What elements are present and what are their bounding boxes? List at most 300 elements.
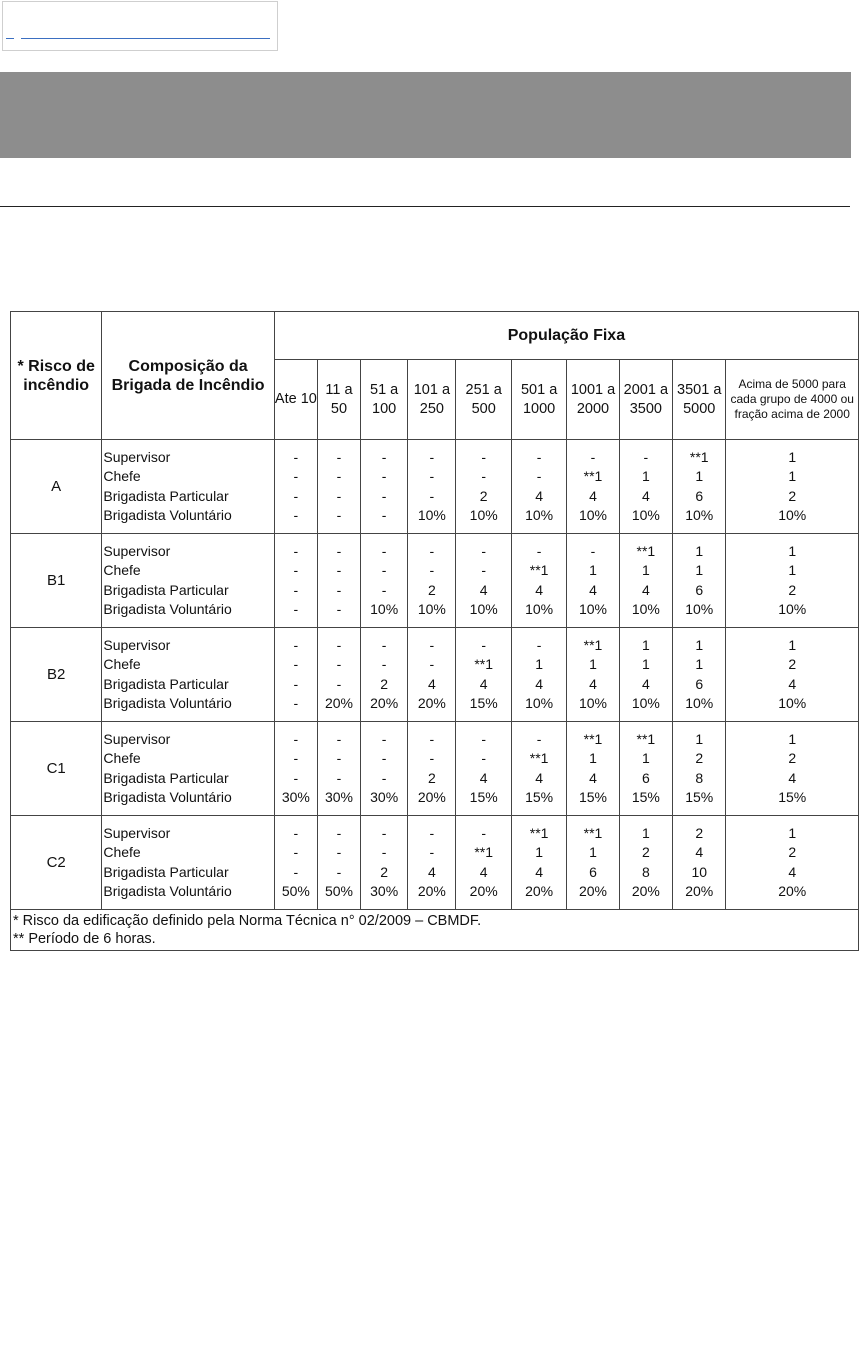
pop-col-header: 251 a 500 [456, 360, 511, 440]
role-label: Chefe [103, 750, 141, 766]
pop-col-header: 2001 a 3500 [619, 360, 672, 440]
cell-value: 2 [427, 581, 436, 598]
value-cell [408, 816, 456, 910]
risk-label: A [11, 440, 102, 534]
cell-value: 15% [578, 789, 608, 805]
cell-value: 15% [469, 695, 498, 711]
cell-value: - [429, 636, 435, 653]
cell-value: - [429, 824, 435, 841]
cell-value: - [536, 542, 542, 559]
cell-value: **1 [583, 824, 603, 841]
value-cell [456, 534, 511, 628]
cell-value: 2 [788, 656, 797, 672]
cell-value: 2 [695, 750, 704, 766]
cell-value: 20% [685, 883, 714, 899]
top-link[interactable] [21, 38, 270, 39]
cell-value: - [429, 468, 435, 484]
cell-value: 1 [695, 636, 704, 653]
role-label: Supervisor [103, 636, 171, 653]
cell-value: 4 [641, 675, 650, 692]
cell-value: - [336, 562, 342, 578]
value-cell [511, 722, 566, 816]
cell-value: - [293, 468, 299, 484]
cell-value: 1 [589, 656, 597, 672]
cell-value: 1 [788, 468, 797, 484]
cell-value: **1 [529, 824, 549, 841]
value-cell [673, 816, 726, 910]
cell-value: - [481, 448, 487, 465]
cell-value: - [429, 542, 435, 559]
value-cell [361, 816, 408, 910]
cell-value: - [590, 542, 596, 559]
cell-value: - [481, 824, 487, 841]
pop-col-header: 101 a 250 [408, 360, 456, 440]
risk-label: C1 [11, 722, 102, 816]
cell-value: 4 [641, 581, 650, 598]
cell-value: 1 [788, 448, 797, 465]
cell-value: 4 [535, 581, 544, 598]
cell-value: - [481, 636, 487, 653]
value-cell [567, 722, 619, 816]
cell-value: - [336, 863, 342, 880]
cell-value: 10% [631, 601, 660, 617]
cell-value: - [381, 750, 387, 766]
role-label: Brigadista Particular [103, 769, 229, 786]
cell-value: 4 [788, 863, 797, 880]
cell-value: 1 [589, 562, 597, 578]
cell-value: 10% [778, 695, 807, 711]
cell-value: - [381, 824, 387, 841]
cell-value: 20% [324, 695, 353, 711]
value-cell [361, 722, 408, 816]
value-cell [619, 440, 672, 534]
cell-value: 10% [417, 601, 446, 617]
value-cell [361, 534, 408, 628]
cell-value: 2 [380, 675, 389, 692]
role-label: Brigadista Particular [103, 487, 229, 504]
cell-value: - [336, 581, 342, 598]
cell-value: - [429, 448, 435, 465]
risk-group-row [11, 440, 859, 534]
role-label: Supervisor [103, 730, 171, 747]
value-cell [274, 628, 317, 722]
value-cell [567, 534, 619, 628]
cell-value: 6 [641, 769, 650, 786]
cell-value: 4 [479, 675, 488, 692]
value-cell [274, 722, 317, 816]
cell-value: 6 [695, 487, 704, 504]
role-list [102, 628, 274, 722]
cell-value: 10% [417, 507, 446, 523]
cell-value: **1 [474, 656, 494, 672]
cell-value: 1 [788, 636, 797, 653]
cell-value: - [381, 636, 387, 653]
value-cell [456, 440, 511, 534]
cell-value: 15% [525, 789, 554, 805]
cell-value: - [336, 824, 342, 841]
role-label: Chefe [103, 656, 141, 672]
cell-value: 15% [778, 789, 807, 805]
cell-value: - [336, 675, 342, 692]
cell-value: - [429, 487, 435, 504]
value-cell [408, 534, 456, 628]
value-cell [619, 628, 672, 722]
cell-value: - [293, 581, 299, 598]
divider-line [0, 206, 850, 207]
cell-value: 4 [535, 675, 544, 692]
value-cell [511, 628, 566, 722]
cell-value: 2 [641, 844, 650, 860]
cell-value: - [293, 695, 299, 711]
pop-col-header: 3501 a 5000 [673, 360, 726, 440]
cell-value: 4 [641, 487, 650, 504]
cell-value: 2 [788, 487, 797, 504]
cell-value: - [336, 750, 342, 766]
cell-value: 4 [479, 769, 488, 786]
value-cell [361, 440, 408, 534]
cell-value: 4 [427, 863, 436, 880]
cell-value: **1 [583, 636, 603, 653]
cell-value: 20% [578, 883, 608, 899]
cell-value: - [381, 656, 387, 672]
cell-value: 1 [535, 844, 544, 860]
value-cell [317, 628, 360, 722]
cell-value: 30% [281, 789, 310, 805]
cell-value: - [429, 562, 435, 578]
role-list [102, 534, 274, 628]
risk-label: C2 [11, 816, 102, 910]
value-cell [726, 816, 859, 910]
cell-value: 4 [589, 675, 597, 692]
role-label: Brigadista Voluntário [103, 601, 232, 617]
cell-value: - [643, 448, 649, 465]
cell-value: 15% [685, 789, 714, 805]
cell-value: 1 [641, 468, 650, 484]
value-cell [274, 816, 317, 910]
cell-value: - [381, 581, 387, 598]
risk-group-row [11, 722, 859, 816]
cell-value: - [336, 730, 342, 747]
cell-value: - [336, 656, 342, 672]
footnotes [11, 910, 859, 951]
cell-value: **1 [529, 750, 549, 766]
cell-value: 20% [525, 883, 554, 899]
role-list [102, 816, 274, 910]
value-cell [456, 816, 511, 910]
value-cell [361, 628, 408, 722]
cell-value: 1 [695, 656, 704, 672]
pop-col-header: 1001 a 2000 [567, 360, 619, 440]
role-label: Supervisor [103, 448, 171, 465]
cell-value: 10% [778, 507, 807, 523]
cell-value: - [381, 487, 387, 504]
header-population: População Fixa [274, 312, 858, 360]
cell-value: 50% [281, 883, 310, 899]
cell-value: 4 [535, 769, 544, 786]
value-cell [567, 440, 619, 534]
cell-value: 1 [695, 730, 704, 747]
value-cell [726, 440, 859, 534]
pop-col-header: 11 a 50 [317, 360, 360, 440]
cell-value: - [293, 636, 299, 653]
cell-value: **1 [583, 468, 603, 484]
value-cell [673, 722, 726, 816]
value-cell [726, 534, 859, 628]
role-label: Brigadista Particular [103, 863, 229, 880]
link-tick[interactable] [6, 38, 14, 39]
role-label: Brigadista Particular [103, 581, 229, 598]
value-cell [317, 816, 360, 910]
cell-value: - [293, 542, 299, 559]
cell-value: 8 [695, 769, 704, 786]
cell-value: 15% [469, 789, 498, 805]
cell-value: 4 [535, 863, 544, 880]
cell-value: 1 [641, 656, 650, 672]
value-cell [274, 440, 317, 534]
cell-value: - [293, 750, 299, 766]
cell-value: 1 [788, 542, 797, 559]
cell-value: 4 [695, 844, 704, 860]
cell-value: 2 [788, 844, 797, 860]
cell-value: - [536, 730, 542, 747]
value-cell [673, 440, 726, 534]
cell-value: - [481, 562, 487, 578]
cell-value: **1 [474, 844, 494, 860]
cell-value: 1 [788, 824, 797, 841]
value-cell [673, 628, 726, 722]
value-cell [274, 534, 317, 628]
cell-value: - [336, 542, 342, 559]
cell-value: 1 [589, 844, 597, 860]
cell-value: 10% [578, 507, 608, 523]
cell-value: - [293, 824, 299, 841]
value-cell [408, 628, 456, 722]
cell-value: 10% [525, 695, 554, 711]
role-label: Brigadista Voluntário [103, 789, 232, 805]
cell-value: 20% [469, 883, 498, 899]
cell-value: 1 [788, 730, 797, 747]
cell-value: 4 [589, 581, 597, 598]
value-cell [511, 534, 566, 628]
cell-value: 4 [535, 487, 544, 504]
cell-value: **1 [636, 730, 656, 747]
cell-value: 1 [695, 468, 704, 484]
cell-value: 1 [641, 824, 650, 841]
cell-value: - [381, 468, 387, 484]
cell-value: - [293, 675, 299, 692]
cell-value: 2 [788, 581, 797, 598]
cell-value: 4 [479, 581, 488, 598]
value-cell [408, 440, 456, 534]
top-link-box [2, 1, 278, 51]
pop-col-header: 501 a 1000 [511, 360, 566, 440]
cell-value: - [336, 601, 342, 617]
value-cell [317, 722, 360, 816]
cell-value: **1 [529, 562, 549, 578]
cell-value: **1 [636, 542, 656, 559]
cell-value: - [381, 507, 387, 523]
cell-value: - [336, 769, 342, 786]
cell-value: - [381, 562, 387, 578]
risk-label: B2 [11, 628, 102, 722]
role-label: Chefe [103, 468, 141, 484]
value-cell [511, 440, 566, 534]
role-label: Supervisor [103, 824, 171, 841]
risk-label: B1 [11, 534, 102, 628]
cell-value: - [481, 750, 487, 766]
cell-value: - [336, 448, 342, 465]
value-cell [726, 628, 859, 722]
role-list [102, 722, 274, 816]
cell-value: - [293, 601, 299, 617]
cell-value: - [381, 448, 387, 465]
cell-value: 1 [641, 750, 650, 766]
value-cell [567, 816, 619, 910]
cell-value: 2 [380, 863, 389, 880]
cell-value: - [381, 769, 387, 786]
cell-value: 50% [324, 883, 353, 899]
cell-value: - [336, 636, 342, 653]
cell-value: 10% [685, 695, 714, 711]
cell-value: - [293, 448, 299, 465]
cell-value: - [590, 448, 596, 465]
pop-col-header: 51 a 100 [361, 360, 408, 440]
cell-value: 20% [778, 883, 807, 899]
cell-value: - [336, 487, 342, 504]
role-label: Brigadista Voluntário [103, 883, 232, 899]
value-cell [619, 722, 672, 816]
brigade-composition-table [10, 311, 859, 951]
cell-value: 1 [641, 562, 650, 578]
pop-col-header: Acima de 5000 para cada grupo de 4000 ou fração acima de 2000 [726, 360, 859, 440]
cell-value: 2 [788, 750, 797, 766]
cell-value: 4 [427, 675, 436, 692]
value-cell [511, 816, 566, 910]
cell-value: 10% [578, 601, 608, 617]
cell-value: 6 [695, 581, 704, 598]
cell-value: **1 [689, 448, 709, 465]
cell-value: - [429, 750, 435, 766]
cell-value: 20% [417, 789, 446, 805]
cell-value: 10% [525, 507, 554, 523]
role-label: Brigadista Voluntário [103, 695, 232, 711]
cell-value: - [293, 769, 299, 786]
cell-value: - [336, 844, 342, 860]
cell-value: - [381, 542, 387, 559]
cell-value: - [293, 562, 299, 578]
cell-value: 8 [641, 863, 650, 880]
cell-value: - [336, 468, 342, 484]
cell-value: - [536, 448, 542, 465]
cell-value: - [293, 507, 299, 523]
cell-value: 1 [788, 562, 797, 578]
value-cell [673, 534, 726, 628]
cell-value: - [381, 730, 387, 747]
cell-value: 20% [370, 695, 399, 711]
value-cell [619, 816, 672, 910]
brigade-table-image [10, 311, 859, 951]
cell-value: 10% [525, 601, 554, 617]
cell-value: 15% [631, 789, 660, 805]
cell-value: 20% [417, 883, 446, 899]
value-cell [408, 722, 456, 816]
cell-value: 10% [631, 695, 660, 711]
cell-value: 4 [788, 675, 797, 692]
cell-value: 30% [370, 883, 399, 899]
footnote-1: * Risco da edificação definido pela Norma Técnica n° 02/2009 – CBMDF. [13, 913, 482, 929]
cell-value: 1 [695, 542, 704, 559]
cell-value: - [429, 844, 435, 860]
role-label: Chefe [103, 844, 141, 860]
cell-value: 30% [324, 789, 353, 805]
cell-value: 20% [631, 883, 660, 899]
cell-value: - [481, 542, 487, 559]
risk-group-row [11, 628, 859, 722]
cell-value: - [481, 468, 487, 484]
cell-value: 10% [469, 507, 498, 523]
cell-value: 10% [778, 601, 807, 617]
cell-value: - [381, 844, 387, 860]
cell-value: 10 [691, 863, 708, 880]
cell-value: - [429, 730, 435, 747]
value-cell [726, 722, 859, 816]
risk-group-row [11, 534, 859, 628]
cell-value: 10% [631, 507, 660, 523]
cell-value: 4 [589, 487, 597, 504]
role-label: Brigadista Particular [103, 675, 229, 692]
cell-value: - [293, 487, 299, 504]
cell-value: - [481, 730, 487, 747]
footnote-2: ** Período de 6 horas. [13, 931, 156, 947]
cell-value: 10% [469, 601, 498, 617]
header-composition: Composição da Brigada de Incêndio [102, 312, 274, 440]
value-cell [567, 628, 619, 722]
cell-value: 4 [479, 863, 488, 880]
role-label: Chefe [103, 562, 141, 578]
cell-value: 20% [417, 695, 446, 711]
cell-value: 1 [535, 656, 544, 672]
cell-value: 2 [479, 487, 488, 504]
role-label: Brigadista Voluntário [103, 507, 232, 523]
cell-value: 4 [788, 769, 797, 786]
cell-value: 4 [589, 769, 597, 786]
cell-value: - [293, 844, 299, 860]
cell-value: 1 [695, 562, 704, 578]
role-label: Supervisor [103, 542, 171, 559]
cell-value: 2 [695, 824, 704, 841]
cell-value: 10% [685, 601, 714, 617]
cell-value: - [429, 656, 435, 672]
value-cell [456, 722, 511, 816]
value-cell [456, 628, 511, 722]
cell-value: 2 [427, 769, 436, 786]
role-list [102, 440, 274, 534]
cell-value: 6 [695, 675, 704, 692]
cell-value: - [293, 656, 299, 672]
cell-value: - [536, 636, 542, 653]
cell-value: - [293, 863, 299, 880]
cell-value: 1 [589, 750, 597, 766]
cell-value: 10% [578, 695, 608, 711]
value-cell [619, 534, 672, 628]
risk-group-row [11, 816, 859, 910]
cell-value: 1 [641, 636, 650, 653]
cell-value: 10% [685, 507, 714, 523]
cell-value: - [336, 507, 342, 523]
cell-value: 30% [370, 789, 399, 805]
cell-value: **1 [583, 730, 603, 747]
value-cell [317, 440, 360, 534]
